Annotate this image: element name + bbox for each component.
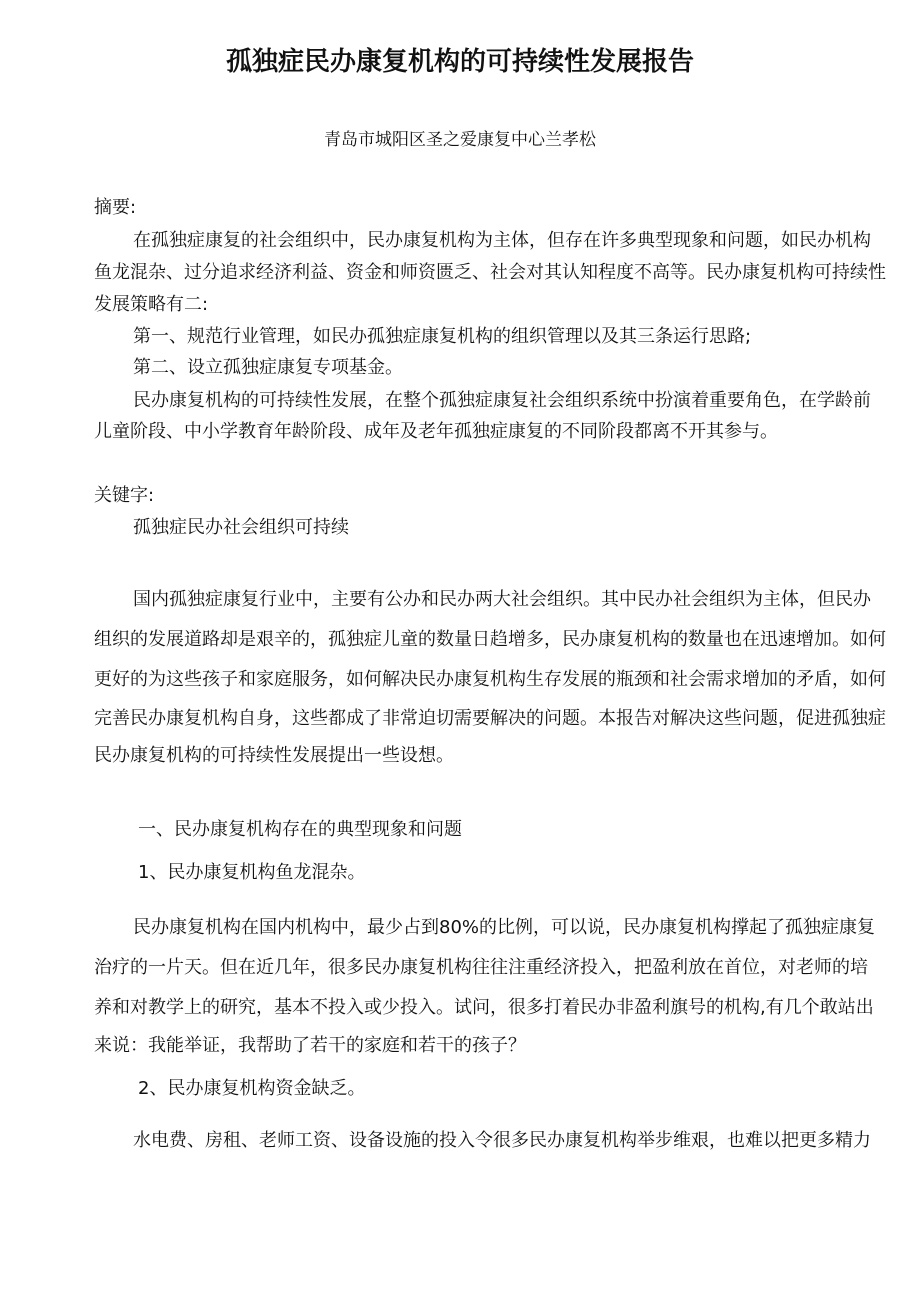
body-line: 养和对教学上的研究，基本不投入或少投入。试问，很多打着民办非盈利旗号的机构,有几个敢站出 [94, 997, 874, 1018]
abstract-line: 第二、设立孤独症康复专项基金。 [133, 357, 403, 378]
abstract-line: 鱼龙混杂、过分追求经济利益、资金和师资匮乏、社会对其认知程度不高等。民办康复机构可持续性 [94, 262, 886, 283]
keywords-value: 孤独症民办社会组织可持续 [133, 517, 349, 538]
document-title: 孤独症民办康复机构的可持续性发展报告 [225, 47, 694, 77]
body-line: 来说：我能举证，我帮助了若干的家庭和若干的孩子？ [94, 1035, 526, 1056]
intro-line: 民办康复机构的可持续性发展提出一些设想。 [94, 745, 454, 766]
body-line: 水电费、房租、老师工资、设备设施的投入令很多民办康复机构举步维艰，也难以把更多精力 [133, 1130, 871, 1151]
abstract-line: 第一、规范行业管理，如民办孤独症康复机构的组织管理以及其三条运行思路; [133, 326, 752, 347]
body-line: 民办康复机构在国内机构中，最少占到80%的比例，可以说，民办康复机构撑起了孤独症康复 [133, 917, 876, 938]
intro-line: 组织的发展道路却是艰辛的，孤独症儿童的数量日趋增多，民办康复机构的数量也在迅速增加。如何 [94, 629, 886, 650]
intro-line: 国内孤独症康复行业中，主要有公办和民办两大社会组织。其中民办社会组织为主体，但民办 [133, 589, 871, 610]
body-line: 治疗的一片天。但在近几年，很多民办康复机构往往注重经济投入，把盈利放在首位，对老师的培 [94, 957, 868, 978]
subsection-heading: 2、民办康复机构资金缺乏。 [138, 1078, 366, 1099]
section-heading: 一、民办康复机构存在的典型现象和问题 [138, 819, 462, 840]
intro-line: 更好的为这些孩子和家庭服务，如何解决民办康复机构生存发展的瓶颈和社会需求增加的矛盾，如何 [94, 669, 886, 690]
abstract-line: 民办康复机构的可持续性发展，在整个孤独症康复社会组织系统中扮演着重要角色，在学龄前 [133, 390, 871, 411]
abstract-line: 在孤独症康复的社会组织中，民办康复机构为主体，但存在许多典型现象和问题，如民办机构 [133, 230, 871, 251]
abstract-label: 摘要: [94, 197, 137, 218]
abstract-line: 儿童阶段、中小学教育年龄阶段、成年及老年孤独症康复的不同阶段都离不开其参与。 [94, 421, 778, 442]
abstract-line: 发展策略有二: [94, 294, 209, 315]
intro-line: 完善民办康复机构自身，这些都成了非常迫切需要解决的问题。本报告对解决这些问题，促进孤独症 [94, 708, 886, 729]
keywords-label: 关键字: [94, 485, 155, 506]
author-line: 青岛市城阳区圣之爱康复中心兰孝松 [324, 130, 596, 150]
subsection-heading: 1、民办康复机构鱼龙混杂。 [138, 862, 366, 883]
